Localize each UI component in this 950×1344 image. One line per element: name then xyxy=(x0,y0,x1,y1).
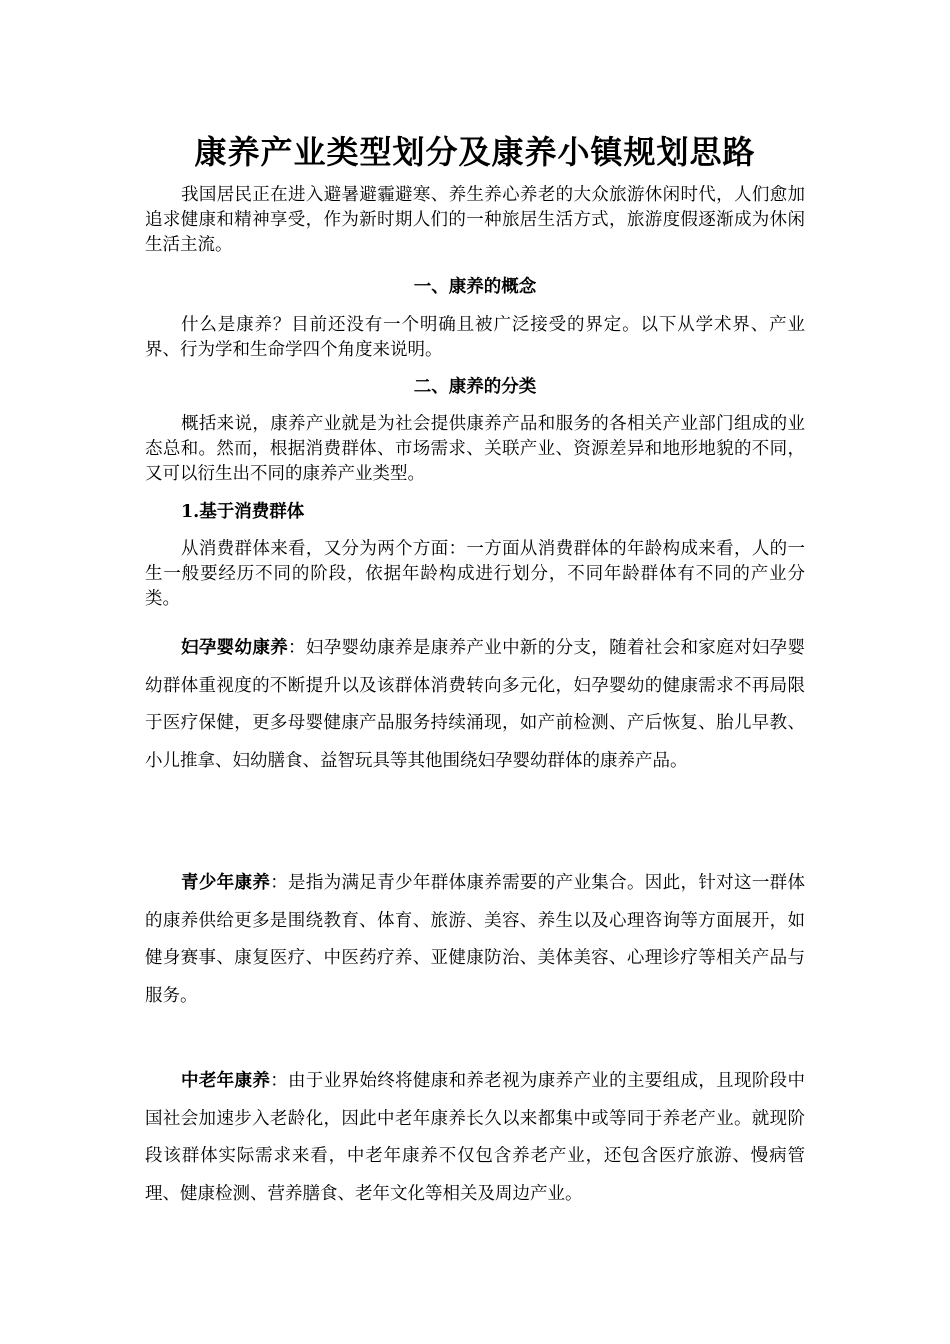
category-text: ：由于业界始终将健康和养老视为康养产业的主要组成，且现阶段中国社会加速步入老龄化，因此中老年康养长久以来都集中或等同于养老产业。就现阶段该群体实际需求来看，中老年康养不仅包含养老产业，还包含医疗旅游、慢病管理、健康检测、营养膳食、老年文化等相关及周边产业。 xyxy=(145,1071,806,1204)
category-paragraph-youth xyxy=(145,865,805,1015)
consumer-group-paragraph: 从消费群体来看，又分为两个方面：一方面从消费群体的年龄构成来看，人的一生一般要经历不同的阶段，依据年龄构成进行划分，不同年龄群体有不同的产业分类。 xyxy=(145,539,805,609)
category-paragraph-elderly xyxy=(145,1063,805,1213)
section-heading-concept: 一、康养的概念 xyxy=(413,277,537,297)
intro-paragraph: 我国居民正在进入避暑避霾避寒、养生养心养老的大众旅游休闲时代，人们愈加追求健康和精神享受，作为新时期人们的一种旅居生活方式，旅游度假逐渐成为休闲生活主流。 xyxy=(145,185,805,255)
category-text: ：妇孕婴幼康养是康养产业中新的分支，随着社会和家庭对妇孕婴幼群体重视度的不断提升以及该群体消费转向多元化，妇孕婴幼的健康需求不再局限于医疗保健，更多母婴健康产品服务持续涌现，如产前检测、产后恢复、胎儿早教、小儿推拿、妇幼膳食、益智玩具等其他围绕妇孕婴幼群体的康养产品。 xyxy=(145,638,805,771)
concept-paragraph: 什么是康养？目前还没有一个明确且被广泛接受的界定。以下从学术界、产业界、行为学和生命学四个角度来说明。 xyxy=(145,315,805,360)
category-term: 青少年康养 xyxy=(181,873,271,893)
category-text: ：是指为满足青少年群体康养需要的产业集合。因此，针对这一群体的康养供给更多是围绕教育、体育、旅游、美容、养生以及心理咨询等方面展开，如健身赛事、康复医疗、中医药疗养、亚健康防治、美体美容、心理诊疗等相关产品与服务。 xyxy=(145,873,806,1006)
category-term: 中老年康养 xyxy=(181,1071,271,1091)
category-paragraph-maternal-infant xyxy=(145,630,805,780)
section-heading-classification: 二、康养的分类 xyxy=(413,377,537,397)
classification-paragraph: 概括来说，康养产业就是为社会提供康养产品和服务的各相关产业部门组成的业态总和。然而，根据消费群体、市场需求、关联产业、资源差异和地形地貌的不同，又可以衍生出不同的康养产业类型。 xyxy=(145,414,805,484)
document-title: 康养产业类型划分及康养小镇规划思路 xyxy=(194,133,756,171)
subsection-heading-consumer-group: 1.基于消费群体 xyxy=(181,502,305,522)
category-term: 妇孕婴幼康养 xyxy=(181,638,289,658)
